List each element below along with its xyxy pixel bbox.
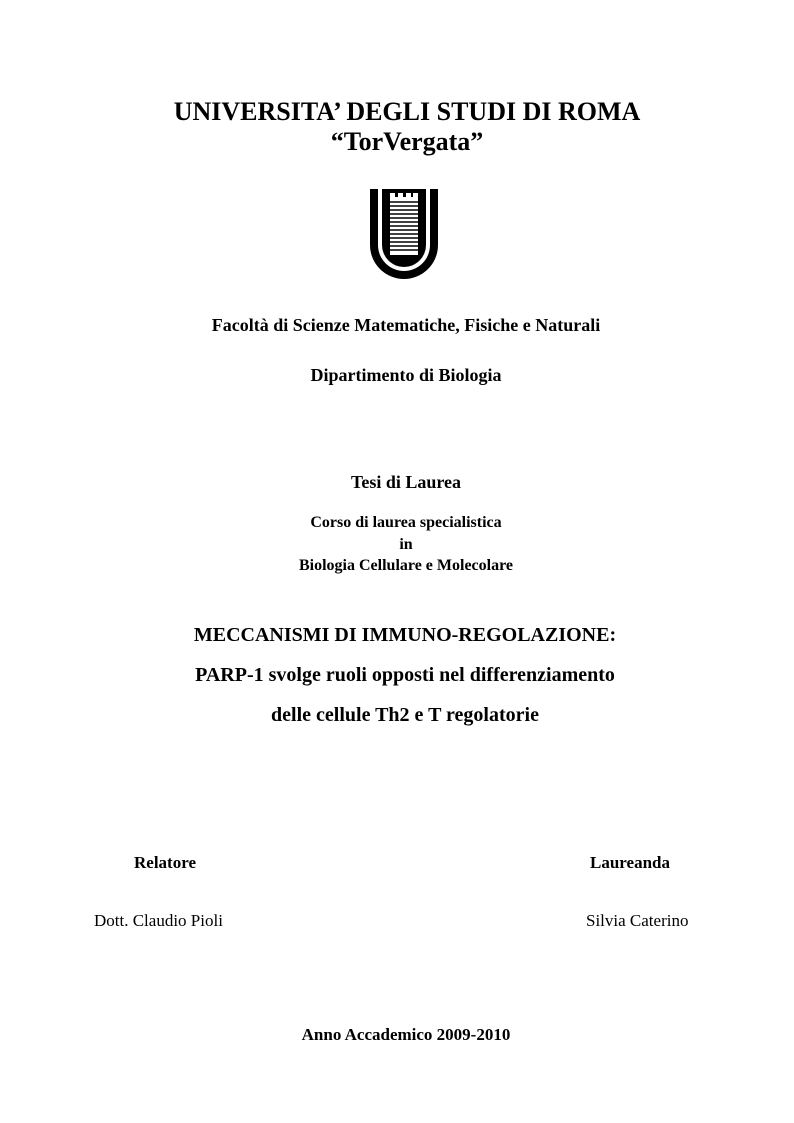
thesis-type: Tesi di Laurea (350, 472, 462, 492)
department-name: Dipartimento di Biologia (310, 365, 502, 385)
academic-year: Anno Accademico 2009-2010 (301, 1025, 511, 1044)
faculty-name: Facoltà di Scienze Matematiche, Fisiche e Naturali (211, 315, 601, 335)
supervisor-name: Dott. Claudio Pioli (94, 911, 223, 930)
course-line: in (399, 536, 413, 553)
thesis-title-line: MECCANISMI DI IMMUNO-REGOLAZIONE: (193, 624, 617, 646)
thesis-title-line: delle cellule Th2 e T regolatorie (271, 704, 539, 726)
thesis-title-line: PARP-1 svolge ruoli opposti nel differenziamento (195, 664, 615, 686)
university-campus: “TorVergata” (330, 127, 484, 156)
university-crest-icon (370, 189, 438, 279)
candidate-role: Laureanda (590, 853, 670, 872)
course-line: Corso di laurea specialistica (310, 514, 502, 531)
supervisor-role: Relatore (134, 853, 196, 872)
university-name: UNIVERSITA’ DEGLI STUDI DI ROMA (173, 97, 641, 126)
candidate-name: Silvia Caterino (586, 911, 689, 930)
course-line: Biologia Cellulare e Molecolare (298, 557, 514, 574)
